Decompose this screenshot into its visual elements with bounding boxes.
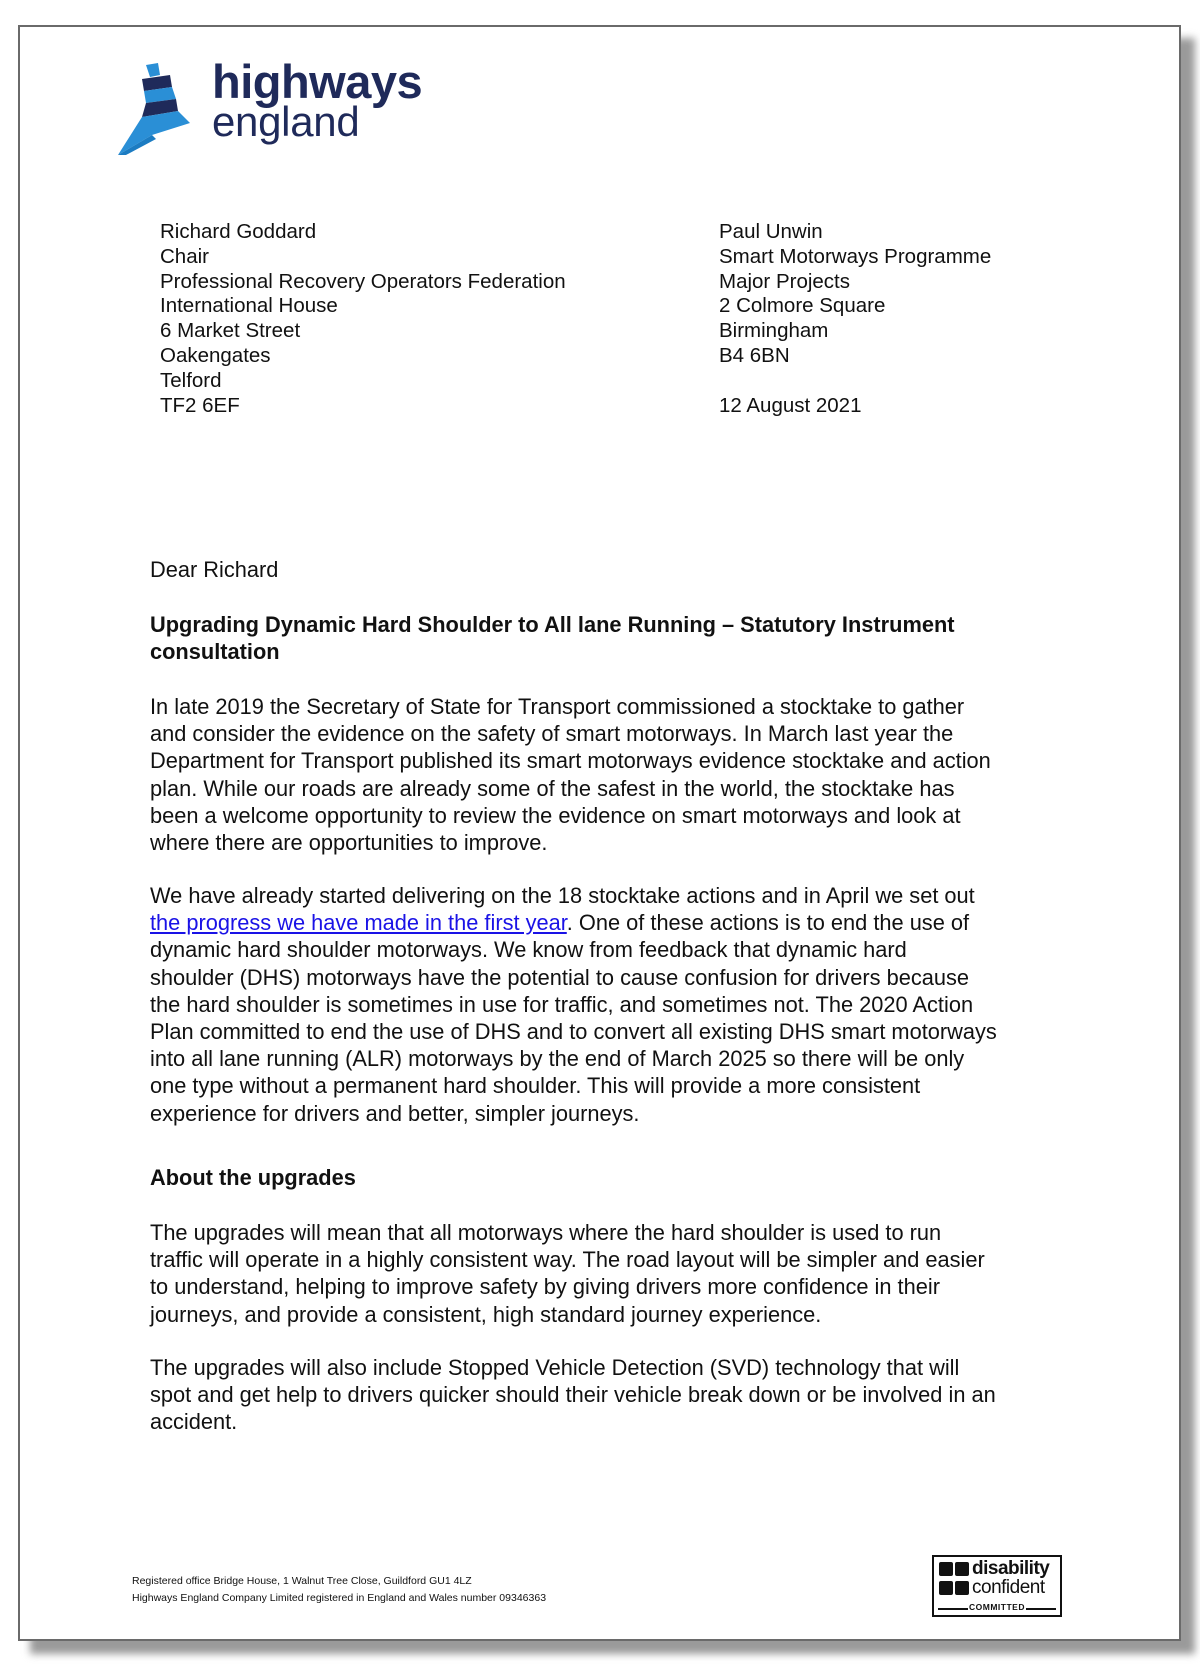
- sender-programme: Smart Motorways Programme: [719, 244, 992, 268]
- paragraph-stocktake: [150, 693, 1050, 856]
- sender-postcode: B4 6BN: [719, 343, 790, 367]
- lock-icon: [939, 1581, 953, 1595]
- paragraph-text: . One of these actions is to end the use of: [566, 910, 970, 936]
- recipient-address-line: Telford: [160, 368, 222, 392]
- footer-company-registration: Highways England Company Limited registered in England and Wales number 09346363: [132, 1591, 547, 1604]
- paragraph-svd: [150, 1354, 1050, 1436]
- sender-address-line: 2 Colmore Square: [719, 294, 886, 318]
- badge-level: COMMITTED: [969, 1602, 1025, 1612]
- paragraph-line: to understand, helping to improve safety by giving drivers more confidence in their: [150, 1274, 940, 1300]
- section-heading-about-upgrades: About the upgrades: [150, 1165, 356, 1190]
- paragraph-line: The upgrades will mean that all motorways where the hard shoulder is used to run: [150, 1220, 942, 1245]
- paragraph-line: been a welcome opportunity to review the evidence on smart motorways and look at: [150, 802, 961, 828]
- paragraph-line: spot and get help to drivers quicker should their vehicle break down or be involved in an: [150, 1382, 996, 1408]
- salutation: Dear Richard: [150, 557, 279, 582]
- sender-department: Major Projects: [719, 269, 851, 293]
- paragraph-line: Department for Transport published its smart motorways evidence stocktake and action: [150, 748, 991, 774]
- sender-address: [719, 220, 991, 369]
- handshake-icon: [955, 1562, 969, 1576]
- paragraph-line: one type without a permanent hard shoulder. This will provide a more consistent: [150, 1073, 921, 1099]
- highways-england-logo: [112, 55, 432, 155]
- paragraph-line: journeys, and provide a consistent, high standard journey experience.: [150, 1301, 822, 1327]
- paragraph-line: where there are opportunities to improve.: [150, 830, 548, 856]
- sender-name: Paul Unwin: [719, 220, 823, 243]
- recipient-address-line: Oakengates: [160, 343, 271, 367]
- letter-subject: [150, 611, 1030, 665]
- disability-confident-badge: [932, 1555, 1062, 1617]
- recipient-address-line: International House: [160, 294, 338, 318]
- recipient-organisation: Professional Recovery Operators Federation: [160, 269, 566, 293]
- subject-line: consultation: [150, 639, 280, 665]
- registered-office-footer: [132, 1573, 546, 1606]
- recipient-name: Richard Goddard: [160, 220, 317, 243]
- paragraph-line: plan. While our roads are already some of the safest in the world, the stocktake has: [150, 775, 955, 801]
- letter-date: 12 August 2021: [719, 394, 862, 417]
- logo-word-england: england: [212, 98, 360, 145]
- letter-page: [18, 25, 1181, 1641]
- paragraph-line: dynamic hard shoulder motorways. We know from feedback that dynamic hard: [150, 937, 907, 963]
- logo-word-highways: highways: [212, 55, 423, 108]
- footer-registered-office: Registered office Bridge House, 1 Walnut Tree Close, Guildford GU1 4LZ: [132, 1575, 472, 1587]
- paragraph-line: traffic will operate in a highly consistent way. The road layout will be simpler and easier: [150, 1247, 985, 1273]
- paragraph-line: into all lane running (ALR) motorways by the end of March 2025 so there will be only: [150, 1046, 965, 1072]
- person-icon: [955, 1581, 969, 1595]
- paragraph-line: and consider the evidence on the safety of smart motorways. In March last year the: [150, 721, 954, 747]
- paragraph-line: experience for drivers and better, simpler journeys.: [150, 1100, 640, 1126]
- paragraph-line: shoulder (DHS) motorways have the potential to cause confusion for drivers because: [150, 964, 970, 990]
- paragraph-progress: [150, 882, 1050, 1127]
- progress-first-year-link[interactable]: the progress we have made in the first year: [150, 910, 567, 936]
- badge-word-disability: disability: [972, 1558, 1050, 1579]
- badge-word-confident: confident: [972, 1577, 1045, 1598]
- paragraph-line: We have already started delivering on the 18 stocktake actions and in April we set out: [150, 883, 975, 908]
- paragraph-line: accident.: [150, 1409, 238, 1435]
- recipient-postcode: TF2 6EF: [160, 393, 240, 417]
- paragraph-line: The upgrades will also include Stopped Vehicle Detection (SVD) technology that will: [150, 1355, 960, 1380]
- recipient-address-line: 6 Market Street: [160, 319, 301, 343]
- paragraph-line: the hard shoulder is sometimes in use for traffic, and sometimes not. The 2020 Action: [150, 991, 974, 1017]
- recipient-address: [160, 220, 566, 418]
- recipient-title: Chair: [160, 244, 209, 268]
- paragraph-upgrades: [150, 1219, 1050, 1328]
- people-icon: [939, 1562, 953, 1576]
- paragraph-line: In late 2019 the Secretary of State for Transport commissioned a stocktake to gather: [150, 694, 965, 719]
- ribbon-logo-icon: [112, 55, 212, 155]
- paragraph-line-with-link: [150, 909, 1050, 936]
- sender-address-line: Birmingham: [719, 319, 829, 343]
- subject-line: Upgrading Dynamic Hard Shoulder to All lane Running – Statutory Instrument: [150, 612, 955, 637]
- paragraph-line: Plan committed to end the use of DHS and to convert all existing DHS smart motorways: [150, 1019, 997, 1045]
